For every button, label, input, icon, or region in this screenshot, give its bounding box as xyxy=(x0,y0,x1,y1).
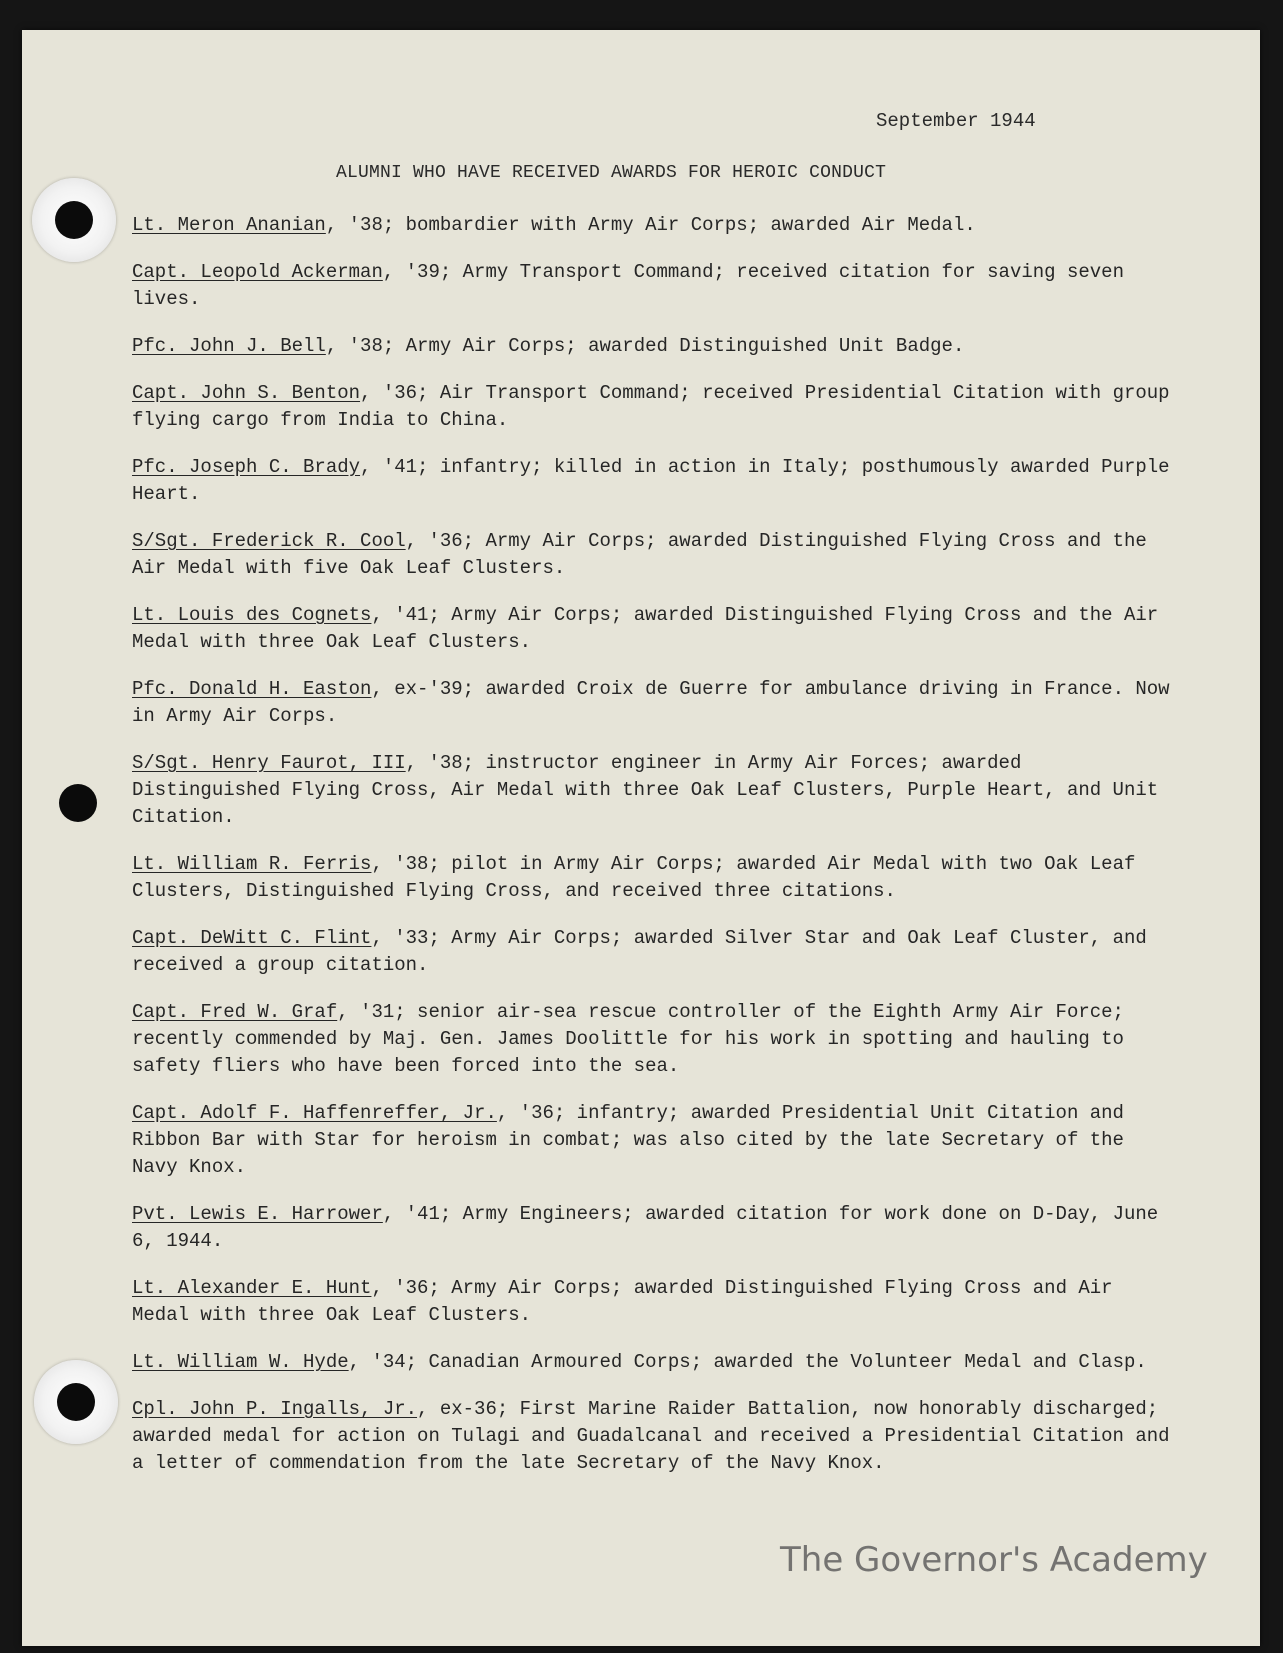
award-entry xyxy=(132,750,1172,831)
award-details: , ex-'39; awarded Croix de Guerre for ambulance driving in France. Now in Army Air Corps. xyxy=(132,678,1170,727)
award-details: , '41; Army Air Corps; awarded Distinguished Flying Cross and the Air Medal with three Oak Leaf Clusters. xyxy=(132,604,1159,653)
alumnus-name: Lt. William R. Ferris xyxy=(132,853,372,875)
award-details: , ex-36; First Marine Raider Battalion, now honorably discharged; awarded medal for action on Tulagi and Guadalcanal and received a Presidential Citation and a letter of commendation from the late Secretary of the Navy Knox. xyxy=(132,1398,1170,1474)
alumnus-name: Capt. Leopold Ackerman xyxy=(132,261,383,283)
alumnus-name: S/Sgt. Henry Faurot, III xyxy=(132,752,406,774)
award-entry xyxy=(132,1275,1172,1329)
alumnus-name: Pfc. Joseph C. Brady xyxy=(132,456,361,478)
award-details: , '39; Army Transport Command; received citation for saving seven lives. xyxy=(132,261,1124,310)
award-details: , '38; bombardier with Army Air Corps; awarded Air Medal. xyxy=(325,214,976,236)
alumnus-name: Lt. Louis des Cognets xyxy=(132,604,372,626)
award-details: , '41; infantry; killed in action in Italy; posthumously awarded Purple Heart. xyxy=(132,456,1170,505)
document-title: ALUMNI WHO HAVE RECEIVED AWARDS FOR HEROIC CONDUCT xyxy=(336,163,887,183)
award-details: , '36; Air Transport Command; received Presidential Citation with group flying cargo from India to China. xyxy=(132,382,1170,431)
award-entry xyxy=(132,333,1172,360)
alumnus-name: Lt. Alexander E. Hunt xyxy=(132,1277,372,1299)
award-details: , '34; Canadian Armoured Corps; awarded the Volunteer Medal and Clasp. xyxy=(348,1351,1147,1373)
award-entry xyxy=(132,999,1172,1080)
alumnus-name: Capt. John S. Benton xyxy=(132,382,361,404)
alumnus-name: Lt. Meron Ananian xyxy=(132,214,326,236)
award-entry xyxy=(132,454,1172,508)
alumnus-name: Lt. William W. Hyde xyxy=(132,1351,349,1373)
award-details: , '36; infantry; awarded Presidential Unit Citation and Ribbon Bar with Star for heroism in combat; was also cited by the late Secretary of the Navy Knox. xyxy=(132,1102,1124,1178)
award-details: , '36; Army Air Corps; awarded Distinguished Flying Cross and the Air Medal with five Oak Leaf Clusters. xyxy=(132,530,1147,579)
award-entry xyxy=(132,602,1172,656)
document-date: September 1944 xyxy=(876,110,1036,132)
award-details: , '38; pilot in Army Air Corps; awarded Air Medal with two Oak Leaf Clusters, Distinguished Flying Cross, and received three citations. xyxy=(132,853,1136,902)
punch-hole-bottom xyxy=(57,1383,95,1421)
award-entry xyxy=(132,212,1172,239)
award-details: , '31; senior air-sea rescue controller of the Eighth Army Air Force; recently commended by Maj. Gen. James Doolittle for his work in spotting and hauling to safety fliers who have been forced into the sea. xyxy=(132,1001,1124,1077)
alumnus-name: Capt. Fred W. Graf xyxy=(132,1001,338,1023)
alumnus-name: Pvt. Lewis E. Harrower xyxy=(132,1203,383,1225)
award-entry xyxy=(132,380,1172,434)
award-list xyxy=(132,212,1172,1497)
award-entry xyxy=(132,851,1172,905)
award-entry xyxy=(132,1201,1172,1255)
award-entry xyxy=(132,1396,1172,1477)
award-entry xyxy=(132,259,1172,313)
punch-hole-middle xyxy=(59,784,97,822)
alumnus-name: Capt. DeWitt C. Flint xyxy=(132,927,372,949)
award-details: , '33; Army Air Corps; awarded Silver Star and Oak Leaf Cluster, and received a group citation. xyxy=(132,927,1147,976)
alumnus-name: Pfc. Donald H. Easton xyxy=(132,678,372,700)
award-details: , '38; Army Air Corps; awarded Distinguished Unit Badge. xyxy=(325,335,965,357)
award-entry xyxy=(132,925,1172,979)
alumnus-name: S/Sgt. Frederick R. Cool xyxy=(132,530,406,552)
award-entry xyxy=(132,676,1172,730)
award-details: , '41; Army Engineers; awarded citation for work done on D-Day, June 6, 1944. xyxy=(132,1203,1159,1252)
alumnus-name: Pfc. John J. Bell xyxy=(132,335,326,357)
award-details: , '36; Army Air Corps; awarded Distinguished Flying Cross and Air Medal with three Oak Leaf Clusters. xyxy=(132,1277,1113,1326)
award-entry xyxy=(132,1100,1172,1181)
alumnus-name: Cpl. John P. Ingalls, Jr. xyxy=(132,1398,418,1420)
award-entry xyxy=(132,1349,1172,1376)
award-details: , '38; instructor engineer in Army Air Forces; awarded Distinguished Flying Cross, Air Medal with three Oak Leaf Clusters, Purple Heart, and Unit Citation. xyxy=(132,752,1159,828)
award-entry xyxy=(132,528,1172,582)
punch-hole-top xyxy=(55,201,93,239)
alumnus-name: Capt. Adolf F. Haffenreffer, Jr. xyxy=(132,1102,497,1124)
archive-watermark: The Governor's Academy xyxy=(780,1540,1208,1580)
